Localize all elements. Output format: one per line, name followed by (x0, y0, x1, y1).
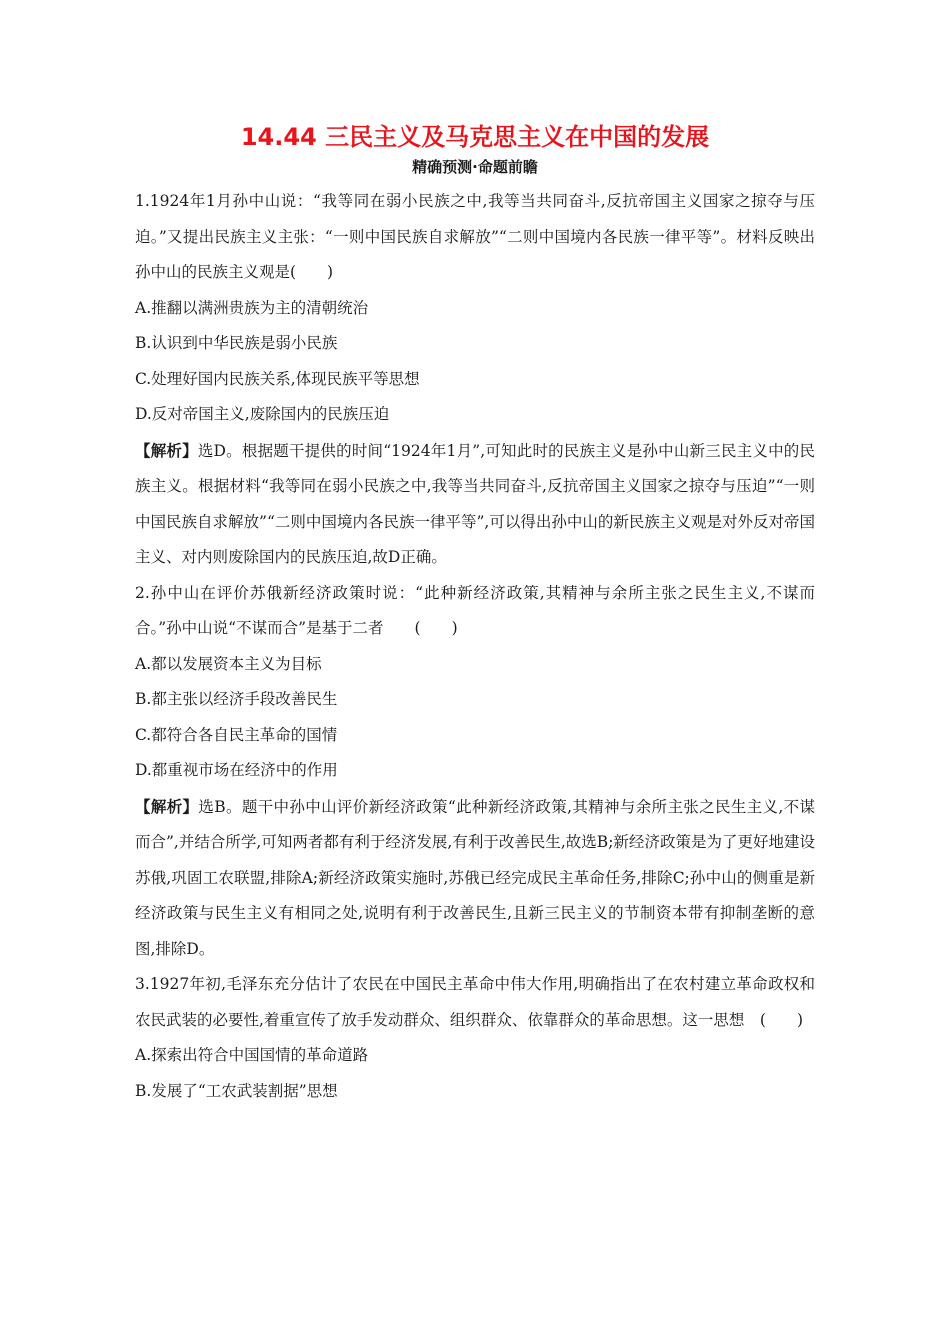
question-stem: 1.1924年1月孙中山说：“我等同在弱小民族之中,我等当共同奋斗,反抗帝国主义国家之掠夺与压迫。”又提出民族主义主张：“一则中国民族自求解放”“二则中国境内各民族一律平等”。材料反映出孙中山的民族主义观是( ) (135, 192, 815, 281)
question-3 (135, 967, 815, 1109)
option-a: A.推翻以满洲贵族为主的清朝统治 (135, 298, 369, 317)
question-2 (135, 576, 815, 968)
analysis-label: 【解析】 (135, 796, 199, 816)
option-b: B.认识到中华民族是弱小民族 (135, 334, 338, 352)
question-stem: 3.1927年初,毛泽东充分估计了农民在中国民主革命中伟大作用,明确指出了在农村建立革命政权和农民武装的必要性,着重宣传了放手发动群众、组织群众、依靠群众的革命思想。这一思想 ( ) (135, 975, 815, 1029)
option-a: A.探索出符合中国国情的革命道路 (135, 1046, 369, 1064)
option-c: C.处理好国内民族关系,体现民族平等思想 (135, 369, 420, 388)
option-a: A.都以发展资本主义为目标 (135, 654, 322, 673)
analysis-label: 【解析】 (135, 440, 198, 460)
analysis-text: 选D。根据题干提供的时间“1924年1月”,可知此时的民族主义是孙中山新三民主义中的民族主义。根据材料“我等同在弱小民族之中,我等当共同奋斗,反抗帝国主义国家之掠夺与压迫”“一则中国民族自求解放”“二则中国境内各民族一律平等”,可以得出孙中山的新民族主义观是对外反对帝国主义、对内则废除国内的民族压迫,故D正确。 (135, 441, 815, 566)
option-b: B.都主张以经济手段改善民生 (135, 690, 338, 708)
analysis (135, 433, 815, 576)
option-d: D.都重视市场在经济中的作用 (135, 761, 338, 779)
question-1 (135, 184, 815, 576)
option-c: C.都符合各自民主革命的国情 (135, 725, 338, 744)
option-d: D.反对帝国主义,废除国内的民族压迫 (135, 405, 390, 423)
document-page (135, 120, 815, 1109)
page-subtitle: 精确预测·命题前瞻 (412, 158, 538, 176)
option-b: B.发展了“工农武装割据”思想 (135, 1081, 338, 1100)
analysis (135, 789, 815, 968)
question-stem: 2.孙中山在评价苏俄新经济政策时说：“此种新经济政策,其精神与余所主张之民生主义,不谋而合。”孙中山说“不谋而合”是基于二者 ( ) (135, 583, 815, 637)
analysis-text: 选B。题干中孙中山评价新经济政策“此种新经济政策,其精神与余所主张之民生主义,不谋而合”,并结合所学,可知两者都有利于经济发展,有利于改善民生,故选B;新经济政策是为了更好地建设苏俄,巩固工农联盟,排除A;新经济政策实施时,苏俄已经完成民主革命任务,排除C;孙中山的侧重是新经济政策与民生主义有相同之处,说明有利于改善民生,且新三民主义的节制资本带有抑制垄断的意图,排除D。 (135, 797, 815, 958)
page-title: 14.44 三民主义及马克思主义在中国的发展 (240, 123, 710, 151)
